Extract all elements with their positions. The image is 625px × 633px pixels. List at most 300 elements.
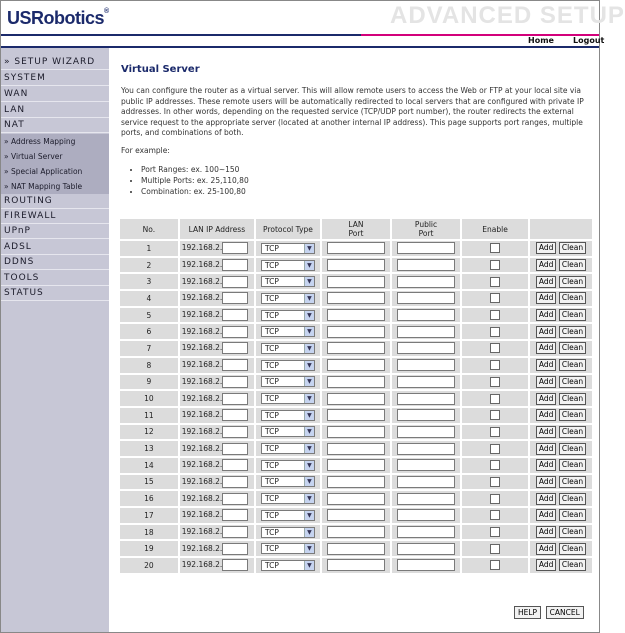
header <box>1 1 625 34</box>
protocol-select[interactable] <box>261 326 315 337</box>
add-button[interactable]: Add <box>536 426 557 438</box>
lan-ip-last-octet-input[interactable] <box>222 426 248 438</box>
public-port-input[interactable] <box>397 242 455 254</box>
enable-checkbox[interactable] <box>490 260 500 270</box>
lan-ip-last-octet-input[interactable] <box>222 376 248 388</box>
protocol-select[interactable] <box>261 460 315 471</box>
protocol-cell <box>256 358 320 373</box>
protocol-selected-value: TCP <box>264 260 279 270</box>
public-port-cell <box>392 491 460 506</box>
enable-checkbox[interactable] <box>490 427 500 437</box>
public-port-input[interactable] <box>397 426 455 438</box>
enable-checkbox[interactable] <box>490 243 500 253</box>
lan-ip-cell <box>180 324 254 339</box>
public-port-input[interactable] <box>397 543 455 555</box>
protocol-selected-value: TCP <box>264 394 279 404</box>
lan-ip-cell <box>180 291 254 306</box>
row-number <box>120 525 178 540</box>
add-button[interactable]: Add <box>536 359 557 371</box>
sidebar-subitem-virtual-server[interactable]: » Virtual Server <box>1 149 109 164</box>
lan-port-cell <box>322 408 390 423</box>
sidebar-subitem-address-mapping[interactable]: » Address Mapping <box>1 134 109 149</box>
protocol-select[interactable] <box>261 276 315 287</box>
enable-checkbox[interactable] <box>490 327 500 337</box>
protocol-select[interactable] <box>261 310 315 321</box>
add-button[interactable]: Add <box>536 276 557 288</box>
lan-port-input[interactable] <box>327 459 385 471</box>
public-port-header-line2: Port <box>418 229 434 238</box>
table-row <box>120 358 592 373</box>
actions-cell <box>530 375 592 390</box>
sidebar-item-lan[interactable]: LAN <box>1 103 109 118</box>
public-port-cell <box>392 391 460 406</box>
public-port-input[interactable] <box>397 342 455 354</box>
protocol-select[interactable] <box>261 243 315 254</box>
table-row <box>120 491 592 506</box>
enable-cell <box>462 558 528 573</box>
sidebar-item-status[interactable]: STATUS <box>1 286 109 301</box>
actions-cell <box>530 291 592 306</box>
public-port-input[interactable] <box>397 393 455 405</box>
enable-checkbox[interactable] <box>490 310 500 320</box>
row-number <box>120 258 178 273</box>
chevron-down-icon: ▼ <box>304 277 314 286</box>
add-button[interactable]: Add <box>536 493 557 505</box>
enable-checkbox[interactable] <box>490 277 500 287</box>
protocol-selected-value: TCP <box>264 327 279 337</box>
table-row <box>120 558 592 573</box>
enable-cell <box>462 541 528 556</box>
public-port-input[interactable] <box>397 476 455 488</box>
lan-ip-last-octet-input[interactable] <box>222 276 248 288</box>
lan-ip-cell <box>180 408 254 423</box>
enable-checkbox[interactable] <box>490 477 500 487</box>
clean-button[interactable]: Clean <box>559 409 586 421</box>
public-port-input[interactable] <box>397 459 455 471</box>
sidebar-item-upnp[interactable]: UPnP <box>1 224 109 239</box>
row-number <box>120 241 178 256</box>
header-bar-magenta <box>361 34 599 36</box>
lan-port-input[interactable] <box>327 259 385 271</box>
protocol-select[interactable] <box>261 443 315 454</box>
lan-port-input[interactable] <box>327 326 385 338</box>
protocol-select[interactable] <box>261 527 315 538</box>
lan-port-input[interactable] <box>327 242 385 254</box>
col-header-protocol: Protocol Type <box>256 219 320 239</box>
protocol-select[interactable] <box>261 343 315 354</box>
add-button[interactable]: Add <box>536 393 557 405</box>
enable-checkbox[interactable] <box>490 560 500 570</box>
enable-cell <box>462 308 528 323</box>
enable-cell <box>462 508 528 523</box>
table-header-row <box>120 219 592 239</box>
sidebar-item-wan[interactable]: WAN <box>1 87 109 102</box>
add-button[interactable]: Add <box>536 476 557 488</box>
enable-checkbox[interactable] <box>490 377 500 387</box>
actions-cell <box>530 324 592 339</box>
ip-prefix: 192.168.2. <box>181 310 223 320</box>
actions-cell <box>530 391 592 406</box>
lan-ip-cell <box>180 258 254 273</box>
public-port-cell <box>392 258 460 273</box>
row-number <box>120 274 178 289</box>
public-port-cell <box>392 425 460 440</box>
protocol-select[interactable] <box>261 393 315 404</box>
row-number <box>120 425 178 440</box>
clean-button[interactable]: Clean <box>559 426 586 438</box>
clean-button[interactable]: Clean <box>559 526 586 538</box>
add-button[interactable]: Add <box>536 409 557 421</box>
enable-cell <box>462 274 528 289</box>
lan-ip-last-octet-input[interactable] <box>222 309 248 321</box>
add-button[interactable]: Add <box>536 509 557 521</box>
ip-prefix: 192.168.2. <box>181 510 223 520</box>
lan-ip-last-octet-input[interactable] <box>222 259 248 271</box>
protocol-selected-value: TCP <box>264 410 279 420</box>
protocol-selected-value: TCP <box>264 477 279 487</box>
example-multiple-ports: • Multiple Ports: ex. 25,110,80 <box>141 175 249 186</box>
table-body <box>120 241 592 573</box>
row-number-text: 3 <box>146 277 152 287</box>
clean-button[interactable]: Clean <box>559 342 586 354</box>
lan-port-input[interactable] <box>327 476 385 488</box>
protocol-select[interactable] <box>261 260 315 271</box>
lan-ip-last-octet-input[interactable] <box>222 509 248 521</box>
lan-port-input[interactable] <box>327 393 385 405</box>
table-row <box>120 258 592 273</box>
add-button[interactable]: Add <box>536 242 557 254</box>
chevron-down-icon: ▼ <box>304 244 314 253</box>
enable-cell <box>462 475 528 490</box>
add-button[interactable]: Add <box>536 443 557 455</box>
row-number <box>120 308 178 323</box>
lan-port-input[interactable] <box>327 559 385 571</box>
clean-button[interactable]: Clean <box>559 276 586 288</box>
protocol-selected-value: TCP <box>264 427 279 437</box>
enable-checkbox[interactable] <box>490 527 500 537</box>
public-port-input[interactable] <box>397 376 455 388</box>
enable-cell <box>462 425 528 440</box>
clean-button[interactable]: Clean <box>559 292 586 304</box>
protocol-cell <box>256 475 320 490</box>
lan-port-input[interactable] <box>327 276 385 288</box>
public-port-input[interactable] <box>397 292 455 304</box>
lan-ip-cell <box>180 508 254 523</box>
enable-checkbox[interactable] <box>490 444 500 454</box>
protocol-selected-value: TCP <box>264 377 279 387</box>
lan-port-cell <box>322 441 390 456</box>
lan-ip-last-octet-input[interactable] <box>222 393 248 405</box>
row-number <box>120 558 178 573</box>
enable-checkbox[interactable] <box>490 410 500 420</box>
protocol-select[interactable] <box>261 293 315 304</box>
add-button[interactable]: Add <box>536 326 557 338</box>
lan-ip-last-octet-input[interactable] <box>222 409 248 421</box>
public-port-cell <box>392 341 460 356</box>
logo-trademark: ® <box>104 8 109 15</box>
lan-port-input[interactable] <box>327 342 385 354</box>
row-number <box>120 408 178 423</box>
row-number <box>120 358 178 373</box>
lan-ip-cell <box>180 391 254 406</box>
ip-prefix: 192.168.2. <box>181 393 223 403</box>
example-label: For example: <box>121 146 170 155</box>
example-port-ranges: • Port Ranges: ex. 100~150 <box>141 164 249 175</box>
row-number <box>120 324 178 339</box>
public-port-input[interactable] <box>397 259 455 271</box>
public-port-cell <box>392 525 460 540</box>
protocol-select[interactable] <box>261 360 315 371</box>
sidebar-item-firewall[interactable]: FIREWALL <box>1 209 109 224</box>
row-number-text: 16 <box>144 494 154 504</box>
sidebar-item-adsl[interactable]: ADSL <box>1 240 109 255</box>
col-header-ip: LAN IP Address <box>180 219 254 239</box>
chevron-down-icon: ▼ <box>304 477 314 486</box>
protocol-selected-value: TCP <box>264 343 279 353</box>
ip-prefix: 192.168.2. <box>181 527 223 537</box>
ip-prefix: 192.168.2. <box>181 343 223 353</box>
table-row <box>120 241 592 256</box>
ip-prefix: 192.168.2. <box>181 376 223 386</box>
clean-button[interactable]: Clean <box>559 443 586 455</box>
lan-port-input[interactable] <box>327 376 385 388</box>
lan-port-cell <box>322 558 390 573</box>
protocol-select[interactable] <box>261 560 315 571</box>
enable-checkbox[interactable] <box>490 293 500 303</box>
ip-prefix: 192.168.2. <box>181 476 223 486</box>
protocol-select[interactable] <box>261 376 315 387</box>
enable-cell <box>462 341 528 356</box>
sidebar-subitem-nat-mapping-table[interactable]: » NAT Mapping Table <box>1 179 109 194</box>
clean-button[interactable]: Clean <box>559 376 586 388</box>
lan-ip-last-octet-input[interactable] <box>222 493 248 505</box>
row-number-text: 9 <box>146 377 152 387</box>
lan-port-cell <box>322 425 390 440</box>
lan-ip-cell <box>180 525 254 540</box>
public-port-input[interactable] <box>397 309 455 321</box>
lan-port-input[interactable] <box>327 309 385 321</box>
protocol-cell <box>256 441 320 456</box>
protocol-selected-value: TCP <box>264 527 279 537</box>
protocol-cell <box>256 425 320 440</box>
table-row <box>120 324 592 339</box>
sidebar-item-ddns[interactable]: DDNS <box>1 255 109 270</box>
row-number-text: 15 <box>144 477 154 487</box>
table-row <box>120 525 592 540</box>
clean-button[interactable]: Clean <box>559 459 586 471</box>
lan-port-input[interactable] <box>327 292 385 304</box>
actions-cell <box>530 274 592 289</box>
row-number-text: 7 <box>146 343 152 353</box>
add-button[interactable]: Add <box>536 292 557 304</box>
enable-checkbox[interactable] <box>490 544 500 554</box>
lan-ip-cell <box>180 475 254 490</box>
add-button[interactable]: Add <box>536 342 557 354</box>
public-port-input[interactable] <box>397 559 455 571</box>
chevron-down-icon: ▼ <box>304 261 314 270</box>
enable-checkbox[interactable] <box>490 510 500 520</box>
clean-button[interactable]: Clean <box>559 543 586 555</box>
public-port-input[interactable] <box>397 443 455 455</box>
ip-prefix: 192.168.2. <box>181 243 223 253</box>
public-port-input[interactable] <box>397 359 455 371</box>
sidebar-item-system[interactable]: SYSTEM <box>1 71 109 86</box>
ip-prefix: 192.168.2. <box>181 560 223 570</box>
ip-prefix: 192.168.2. <box>181 360 223 370</box>
ip-prefix: 192.168.2. <box>181 410 223 420</box>
home-link[interactable]: Home <box>528 36 554 45</box>
public-port-header-line1: Public <box>414 220 438 229</box>
lan-port-cell <box>322 525 390 540</box>
lan-port-input[interactable] <box>327 526 385 538</box>
lan-ip-last-octet-input[interactable] <box>222 459 248 471</box>
clean-button[interactable]: Clean <box>559 393 586 405</box>
clean-button[interactable]: Clean <box>559 259 586 271</box>
enable-cell <box>462 391 528 406</box>
table-row <box>120 308 592 323</box>
lan-port-input[interactable] <box>327 543 385 555</box>
ip-prefix: 192.168.2. <box>181 276 223 286</box>
lan-ip-last-octet-input[interactable] <box>222 359 248 371</box>
page-title: Virtual Server <box>121 64 200 75</box>
lan-port-cell <box>322 358 390 373</box>
lan-port-input[interactable] <box>327 426 385 438</box>
protocol-cell <box>256 241 320 256</box>
protocol-select[interactable] <box>261 410 315 421</box>
add-button[interactable]: Add <box>536 259 557 271</box>
enable-checkbox[interactable] <box>490 360 500 370</box>
protocol-select[interactable] <box>261 476 315 487</box>
sidebar <box>1 48 109 632</box>
example-combination: • Combination: ex. 25-100,80 <box>141 186 249 197</box>
protocol-select[interactable] <box>261 510 315 521</box>
clean-button[interactable]: Clean <box>559 242 586 254</box>
enable-checkbox[interactable] <box>490 494 500 504</box>
sidebar-subitem-special-application[interactable]: » Special Application <box>1 164 109 179</box>
enable-checkbox[interactable] <box>490 460 500 470</box>
enable-cell <box>462 358 528 373</box>
clean-button[interactable]: Clean <box>559 359 586 371</box>
table-row <box>120 441 592 456</box>
public-port-input[interactable] <box>397 493 455 505</box>
footer-buttons <box>512 606 584 619</box>
public-port-input[interactable] <box>397 326 455 338</box>
actions-cell <box>530 358 592 373</box>
add-button[interactable]: Add <box>536 376 557 388</box>
lan-ip-cell <box>180 241 254 256</box>
row-number-text: 5 <box>146 310 152 320</box>
protocol-cell <box>256 558 320 573</box>
enable-cell <box>462 441 528 456</box>
public-port-cell <box>392 358 460 373</box>
enable-checkbox[interactable] <box>490 394 500 404</box>
clean-button[interactable]: Clean <box>559 309 586 321</box>
cancel-button[interactable]: CANCEL <box>546 606 584 619</box>
protocol-select[interactable] <box>261 543 315 554</box>
lan-ip-last-octet-input[interactable] <box>222 543 248 555</box>
chevron-down-icon: ▼ <box>304 494 314 503</box>
table-row <box>120 458 592 473</box>
sidebar-item-tools[interactable]: TOOLS <box>1 271 109 286</box>
chevron-down-icon: ▼ <box>304 561 314 570</box>
actions-cell <box>530 525 592 540</box>
lan-ip-cell <box>180 425 254 440</box>
public-port-input[interactable] <box>397 509 455 521</box>
chevron-down-icon: ▼ <box>304 294 314 303</box>
clean-button[interactable]: Clean <box>559 509 586 521</box>
logout-link[interactable]: Logout <box>573 36 605 45</box>
add-button[interactable]: Add <box>536 526 557 538</box>
lan-port-cell <box>322 508 390 523</box>
enable-checkbox[interactable] <box>490 343 500 353</box>
usrobotics-logo <box>7 8 109 29</box>
table-row <box>120 408 592 423</box>
advanced-setup-banner: ADVANCED SETUP <box>390 2 625 29</box>
lan-ip-last-octet-input[interactable] <box>222 342 248 354</box>
lan-ip-last-octet-input[interactable] <box>222 443 248 455</box>
col-header-actions <box>530 219 592 239</box>
lan-ip-last-octet-input[interactable] <box>222 476 248 488</box>
enable-cell <box>462 491 528 506</box>
lan-port-input[interactable] <box>327 409 385 421</box>
protocol-select[interactable] <box>261 426 315 437</box>
lan-port-cell <box>322 475 390 490</box>
clean-button[interactable]: Clean <box>559 326 586 338</box>
lan-port-cell <box>322 391 390 406</box>
enable-cell <box>462 291 528 306</box>
row-number <box>120 458 178 473</box>
lan-ip-last-octet-input[interactable] <box>222 292 248 304</box>
lan-port-input[interactable] <box>327 359 385 371</box>
table-row <box>120 391 592 406</box>
protocol-selected-value: TCP <box>264 494 279 504</box>
clean-button[interactable]: Clean <box>559 493 586 505</box>
clean-button[interactable]: Clean <box>559 476 586 488</box>
lan-port-input[interactable] <box>327 443 385 455</box>
actions-cell <box>530 408 592 423</box>
protocol-selected-value: TCP <box>264 310 279 320</box>
sidebar-item-routing[interactable]: ROUTING <box>1 194 109 209</box>
lan-ip-cell <box>180 458 254 473</box>
lan-ip-last-octet-input[interactable] <box>222 326 248 338</box>
help-button[interactable]: HELP <box>514 606 541 619</box>
sidebar-item-nat[interactable]: NAT <box>1 118 109 133</box>
add-button[interactable]: Add <box>536 309 557 321</box>
add-button[interactable]: Add <box>536 543 557 555</box>
enable-cell <box>462 375 528 390</box>
chevron-down-icon: ▼ <box>304 444 314 453</box>
col-header-lan-port <box>322 219 390 239</box>
ip-prefix: 192.168.2. <box>181 260 223 270</box>
add-button[interactable]: Add <box>536 559 557 571</box>
protocol-cell <box>256 391 320 406</box>
ip-prefix: 192.168.2. <box>181 543 223 553</box>
clean-button[interactable]: Clean <box>559 559 586 571</box>
public-port-input[interactable] <box>397 276 455 288</box>
public-port-input[interactable] <box>397 526 455 538</box>
lan-port-input[interactable] <box>327 493 385 505</box>
lan-port-input[interactable] <box>327 509 385 521</box>
lan-ip-last-octet-input[interactable] <box>222 559 248 571</box>
lan-ip-last-octet-input[interactable] <box>222 242 248 254</box>
chevron-down-icon: ▼ <box>304 394 314 403</box>
protocol-select[interactable] <box>261 493 315 504</box>
add-button[interactable]: Add <box>536 459 557 471</box>
protocol-selected-value: TCP <box>264 460 279 470</box>
sidebar-item-setup-wizard[interactable]: » SETUP WIZARD <box>1 55 109 70</box>
public-port-input[interactable] <box>397 409 455 421</box>
lan-ip-last-octet-input[interactable] <box>222 526 248 538</box>
